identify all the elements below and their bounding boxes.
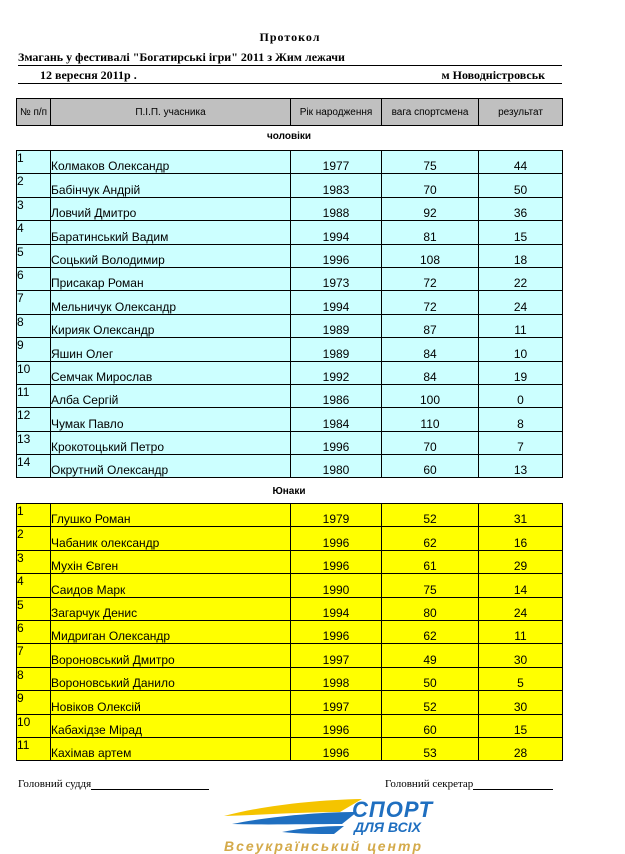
participant-name: Глушко Роман	[51, 504, 291, 527]
birth-year: 1980	[291, 455, 382, 478]
table-row	[17, 737, 563, 760]
row-number: 8	[17, 314, 51, 337]
birth-year: 1996	[291, 714, 382, 737]
chief-secretary-signature	[385, 778, 553, 790]
row-number: 12	[17, 408, 51, 431]
athlete-weight: 84	[382, 338, 479, 361]
result-value: 15	[479, 714, 563, 737]
participant-name: Мухін Євген	[51, 550, 291, 573]
birth-year: 1988	[291, 197, 382, 220]
result-value: 28	[479, 737, 563, 760]
participant-name: Новіков Олексій	[51, 691, 291, 714]
athlete-weight: 70	[382, 431, 479, 454]
birth-year: 1977	[291, 151, 382, 174]
table-row	[17, 620, 563, 643]
competition-subtitle: Змагань у фестивалі "Богатирські ігри" 2011 з Жим лежачи	[18, 50, 345, 64]
table-row	[17, 408, 563, 431]
result-value: 11	[479, 314, 563, 337]
row-number: 4	[17, 221, 51, 244]
row-number: 2	[17, 174, 51, 197]
birth-year: 1996	[291, 620, 382, 643]
birth-year: 1998	[291, 667, 382, 690]
logo-text-center: Всеукраїнський центр	[224, 838, 424, 854]
result-value: 8	[479, 408, 563, 431]
participant-name: Саидов Марк	[51, 574, 291, 597]
athlete-weight: 62	[382, 620, 479, 643]
athlete-weight: 52	[382, 691, 479, 714]
result-value: 19	[479, 361, 563, 384]
section-label-youth: Юнаки	[272, 486, 306, 497]
table-row	[17, 151, 563, 174]
birth-year: 1994	[291, 291, 382, 314]
men-results-table	[16, 150, 563, 478]
athlete-weight: 50	[382, 667, 479, 690]
birth-year: 1996	[291, 737, 382, 760]
athlete-weight: 75	[382, 151, 479, 174]
table-row	[17, 455, 563, 478]
table-row	[17, 267, 563, 290]
table-row	[17, 644, 563, 667]
athlete-weight: 72	[382, 267, 479, 290]
chief-judge-signature	[18, 778, 209, 790]
column-header-number: № п/п	[17, 99, 51, 126]
birth-year: 1986	[291, 384, 382, 407]
birth-year: 1973	[291, 267, 382, 290]
result-value: 11	[479, 620, 563, 643]
table-row	[17, 314, 563, 337]
chief-secretary-label: Головний секретар	[385, 778, 474, 790]
participant-name: Ловчий Дмитро	[51, 197, 291, 220]
chief-judge-label: Головний суддя	[18, 778, 92, 790]
table-row	[17, 384, 563, 407]
result-value: 15	[479, 221, 563, 244]
athlete-weight: 110	[382, 408, 479, 431]
birth-year: 1996	[291, 550, 382, 573]
result-value: 16	[479, 527, 563, 550]
row-number: 11	[17, 737, 51, 760]
result-value: 0	[479, 384, 563, 407]
birth-year: 1983	[291, 174, 382, 197]
athlete-weight: 61	[382, 550, 479, 573]
result-value: 36	[479, 197, 563, 220]
athlete-weight: 84	[382, 361, 479, 384]
birth-year: 1996	[291, 527, 382, 550]
athlete-weight: 75	[382, 574, 479, 597]
table-row	[17, 338, 563, 361]
column-header-name: П.І.П. учасника	[51, 99, 291, 126]
row-number: 6	[17, 620, 51, 643]
row-number: 7	[17, 291, 51, 314]
table-row	[17, 361, 563, 384]
row-number: 7	[17, 644, 51, 667]
result-value: 10	[479, 338, 563, 361]
result-value: 30	[479, 644, 563, 667]
row-number: 9	[17, 338, 51, 361]
table-row	[17, 550, 563, 573]
result-value: 13	[479, 455, 563, 478]
result-value: 30	[479, 691, 563, 714]
row-number: 1	[17, 151, 51, 174]
row-number: 3	[17, 550, 51, 573]
result-value: 50	[479, 174, 563, 197]
participant-name: Чабаник олександр	[51, 527, 291, 550]
birth-year: 1997	[291, 691, 382, 714]
result-value: 14	[479, 574, 563, 597]
row-number: 1	[17, 504, 51, 527]
birth-year: 1996	[291, 244, 382, 267]
table-row	[17, 244, 563, 267]
result-value: 24	[479, 291, 563, 314]
participant-name: Соцький Володимир	[51, 244, 291, 267]
table-header	[16, 98, 563, 126]
athlete-weight: 80	[382, 597, 479, 620]
signature-line	[473, 778, 553, 790]
result-value: 44	[479, 151, 563, 174]
participant-name: Вороновський Дмитро	[51, 644, 291, 667]
row-number: 11	[17, 384, 51, 407]
logo-text-sport: СПОРТ	[352, 797, 434, 822]
athlete-weight: 52	[382, 504, 479, 527]
athlete-weight: 62	[382, 527, 479, 550]
participant-name: Вороновський Данило	[51, 667, 291, 690]
row-number: 4	[17, 574, 51, 597]
athlete-weight: 60	[382, 455, 479, 478]
participant-name: Окрутний Олександр	[51, 455, 291, 478]
table-row	[17, 714, 563, 737]
row-number: 2	[17, 527, 51, 550]
participant-name: Загарчук Денис	[51, 597, 291, 620]
logo-text-for-all: ДЛЯ ВСІХ	[354, 819, 421, 835]
participant-name: Присакар Роман	[51, 267, 291, 290]
row-number: 10	[17, 361, 51, 384]
birth-year: 1992	[291, 361, 382, 384]
event-date: 12 вересня 2011р .	[40, 68, 137, 82]
row-number: 9	[17, 691, 51, 714]
birth-year: 1994	[291, 221, 382, 244]
athlete-weight: 53	[382, 737, 479, 760]
table-row	[17, 691, 563, 714]
birth-year: 1997	[291, 644, 382, 667]
table-row	[17, 597, 563, 620]
table-row	[17, 431, 563, 454]
athlete-weight: 87	[382, 314, 479, 337]
birth-year: 1979	[291, 504, 382, 527]
table-row	[17, 527, 563, 550]
participant-name: Мельничук Олександр	[51, 291, 291, 314]
athlete-weight: 108	[382, 244, 479, 267]
sport-for-all-logo	[222, 794, 492, 854]
participant-name: Кахімав артем	[51, 737, 291, 760]
row-number: 6	[17, 267, 51, 290]
participant-name: Чумак Павло	[51, 408, 291, 431]
table-row	[17, 291, 563, 314]
athlete-weight: 92	[382, 197, 479, 220]
row-number: 14	[17, 455, 51, 478]
birth-year: 1989	[291, 338, 382, 361]
athlete-weight: 60	[382, 714, 479, 737]
participant-name: Колмаков Олександр	[51, 151, 291, 174]
table-row	[17, 667, 563, 690]
participant-name: Алба Сергій	[51, 384, 291, 407]
row-number: 10	[17, 714, 51, 737]
birth-year: 1989	[291, 314, 382, 337]
event-city: м Новодністровськ	[441, 68, 545, 82]
participant-name: Семчак Мирослав	[51, 361, 291, 384]
table-row	[17, 574, 563, 597]
table-row	[17, 221, 563, 244]
divider	[18, 65, 562, 66]
column-header-birth-year: Рік народження	[291, 99, 382, 126]
section-label-men: чоловіки	[266, 131, 312, 142]
participant-name: Кирияк Олександр	[51, 314, 291, 337]
row-number: 8	[17, 667, 51, 690]
page-title: Протокол	[259, 30, 321, 44]
birth-year: 1996	[291, 431, 382, 454]
table-row	[17, 504, 563, 527]
row-number: 5	[17, 244, 51, 267]
result-value: 7	[479, 431, 563, 454]
table-row	[17, 174, 563, 197]
row-number: 3	[17, 197, 51, 220]
result-value: 31	[479, 504, 563, 527]
result-value: 22	[479, 267, 563, 290]
athlete-weight: 100	[382, 384, 479, 407]
participant-name: Крокотоцький Петро	[51, 431, 291, 454]
athlete-weight: 72	[382, 291, 479, 314]
row-number: 13	[17, 431, 51, 454]
participant-name: Яшин Олег	[51, 338, 291, 361]
athlete-weight: 70	[382, 174, 479, 197]
athlete-weight: 81	[382, 221, 479, 244]
birth-year: 1994	[291, 597, 382, 620]
birth-year: 1990	[291, 574, 382, 597]
divider	[18, 83, 562, 84]
column-header-weight: вага спортсмена	[382, 99, 479, 126]
result-value: 24	[479, 597, 563, 620]
row-number: 5	[17, 597, 51, 620]
athlete-weight: 49	[382, 644, 479, 667]
table-row	[17, 197, 563, 220]
participant-name: Бабінчук Андрій	[51, 174, 291, 197]
column-header-result: результат	[479, 99, 563, 126]
signature-line	[91, 778, 209, 790]
participant-name: Мидриган Олександр	[51, 620, 291, 643]
participant-name: Баратинський Вадим	[51, 221, 291, 244]
result-value: 29	[479, 550, 563, 573]
youth-results-table	[16, 503, 563, 761]
participant-name: Кабахідзе Мірад	[51, 714, 291, 737]
birth-year: 1984	[291, 408, 382, 431]
result-value: 18	[479, 244, 563, 267]
result-value: 5	[479, 667, 563, 690]
